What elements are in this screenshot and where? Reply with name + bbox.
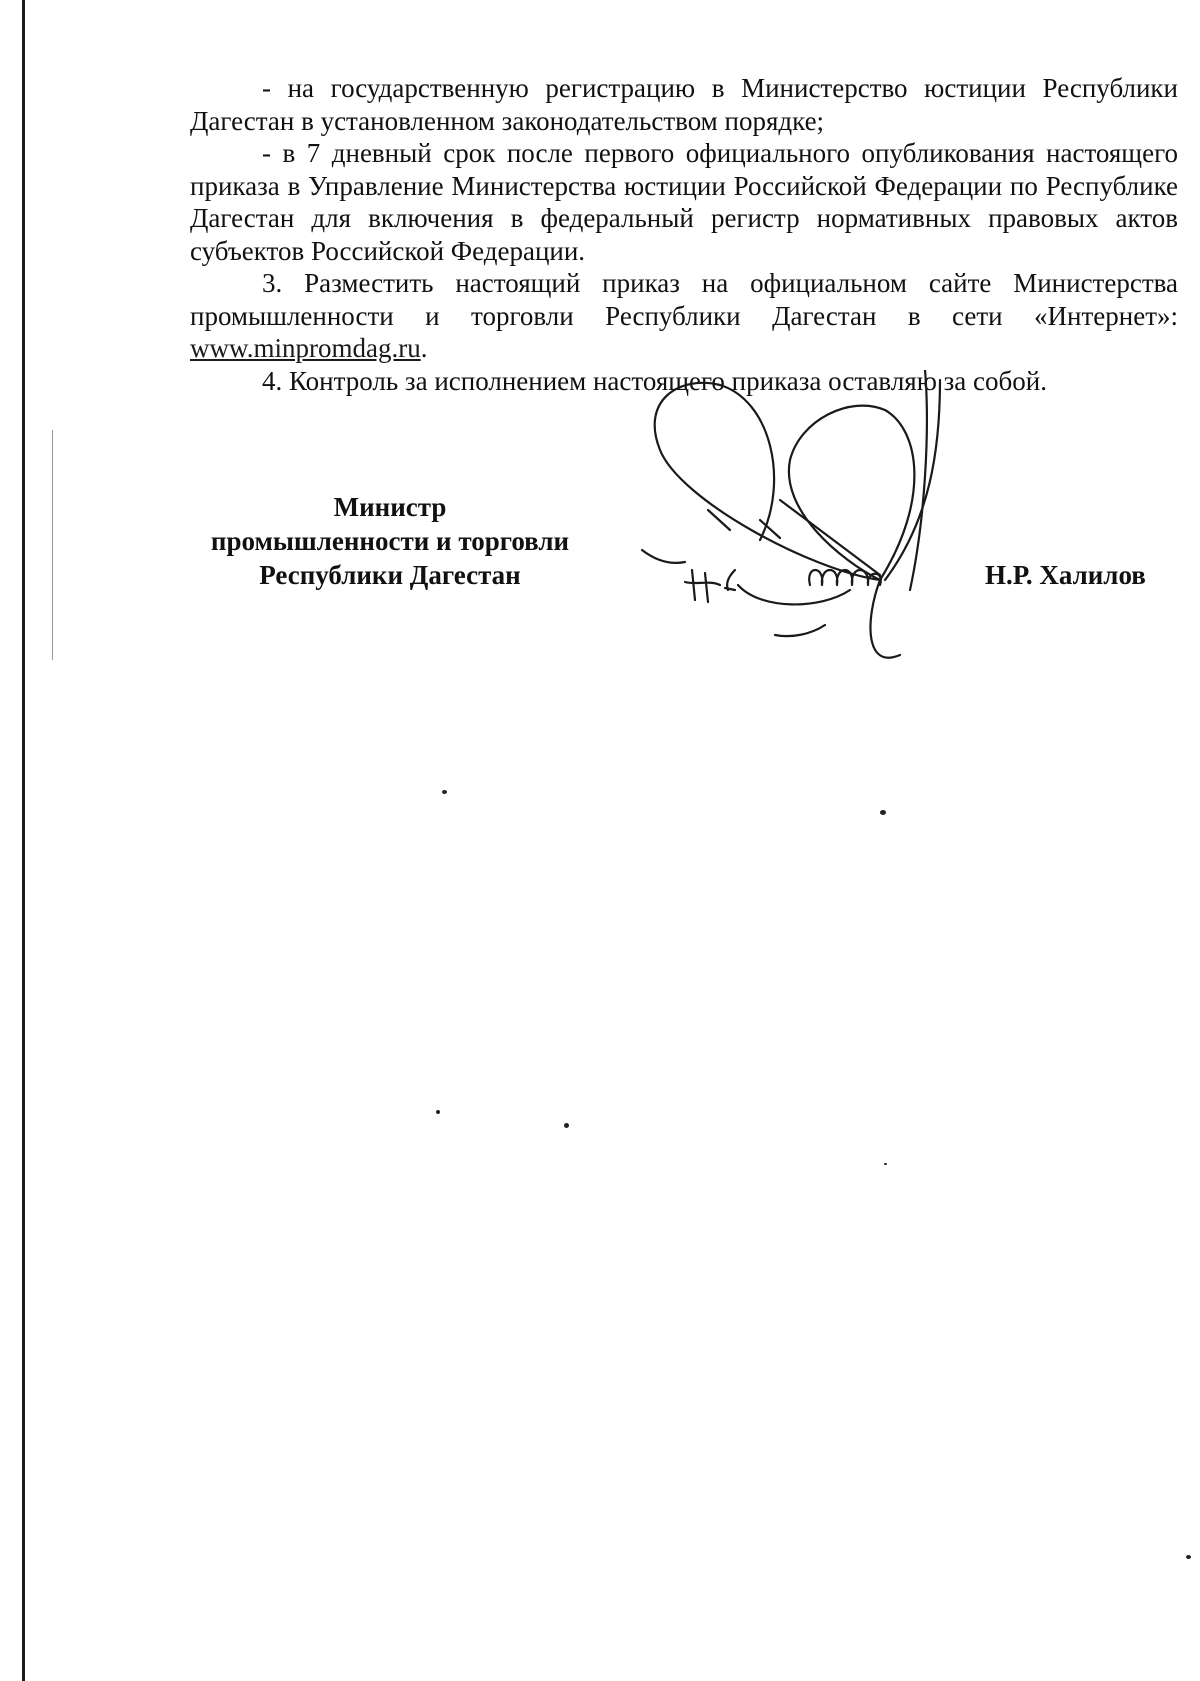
scan-edge-faint-line	[52, 430, 53, 660]
paragraph-federal-register: - в 7 дневный срок после первого официального опубликования настоящего приказа в Управление Министерства юстиции Российской Федерации по Республике Дагестан для включения в федеральный регистр нормативных правовых актов субъектов Российской Федерации.	[190, 138, 1178, 266]
signature-title-block	[180, 490, 600, 592]
scan-speck	[880, 810, 886, 815]
site-link[interactable]: www.minpromdag.ru	[190, 333, 421, 363]
scan-speck	[1186, 1555, 1191, 1559]
item-3-period: .	[420, 333, 428, 363]
handwritten-signature	[640, 370, 1030, 720]
scan-edge-line	[22, 0, 25, 1681]
paragraph-item-4: 4. Контроль за исполнением настоящего приказа оставляю за собой.	[262, 365, 1047, 396]
scan-speck	[442, 790, 447, 794]
scan-speck	[884, 1163, 887, 1165]
scan-speck	[564, 1123, 569, 1128]
item-3-text: 3. Разместить настоящий приказ на официальном сайте Министерства промышленности и торговли Республики Дагестан в сети «Интернет»:	[190, 268, 1178, 331]
signer-name: Н.Р. Халилов	[985, 560, 1146, 590]
signature-title-line-1: Министр	[333, 492, 447, 522]
signature-title-line-3: Республики Дагестан	[259, 560, 521, 590]
scan-speck	[436, 1110, 440, 1114]
document-body	[190, 72, 1178, 397]
paragraph-item-3	[190, 267, 1178, 365]
paragraph-registration: - на государственную регистрацию в Министерство юстиции Республики Дагестан в установленном законодательством порядке;	[190, 73, 1178, 136]
signature-title-line-2: промышленности и торговли	[210, 526, 570, 556]
